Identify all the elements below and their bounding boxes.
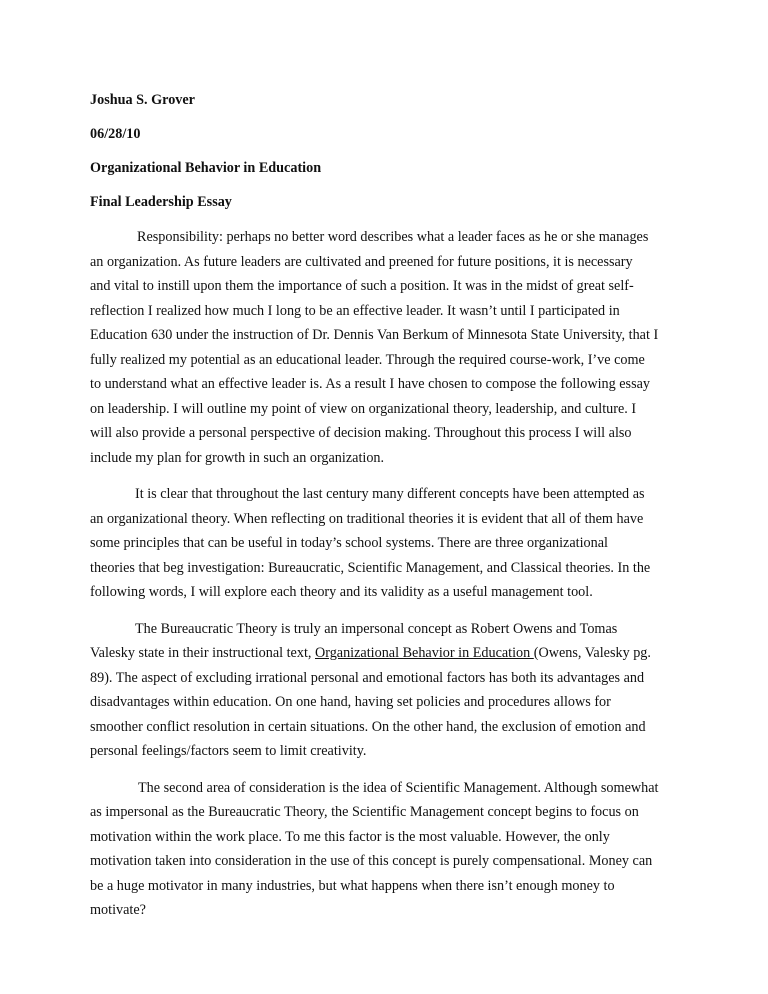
paragraph-line: on leadership. I will outline my point of view on organizational theory, leadership, and culture. I (90, 400, 637, 417)
paragraph-line: be a huge motivator in many industries, but what happens when there isn’t enough money to (90, 877, 615, 894)
paragraph-line: Responsibility: perhaps no better word describes what a leader faces as he or she manages (137, 229, 649, 245)
paragraph-line: personal feelings/factors seem to limit creativity. (90, 743, 367, 759)
paragraph-line: as impersonal as the Bureaucratic Theory, the Scientific Management concept begins to focus on (90, 804, 639, 820)
paragraph-line: include my plan for growth in such an organization. (90, 449, 385, 466)
paragraph-2 (90, 482, 690, 605)
paragraph-1 (90, 225, 690, 470)
paragraph-line: and vital to instill upon them the importance of such a position. It was in the midst of great self- (90, 278, 634, 294)
paragraph-line: The second area of consideration is the idea of Scientific Management. Although somewhat (138, 779, 659, 796)
paragraph-line: to understand what an effective leader is. As a result I have chosen to compose the following essay (90, 376, 650, 392)
assignment-title: Final Leadership Essay (90, 194, 232, 210)
paragraph-line: an organizational theory. When reflecting on traditional theories it is evident that all of them have (90, 510, 644, 527)
paragraph-line: an organization. As future leaders are cultivated and preened for future positions, it is necessary (90, 253, 633, 270)
document-date: 06/28/10 (90, 126, 141, 142)
paragraph-line: some principles that can be useful in today’s school systems. There are three organizational (90, 535, 608, 551)
paragraph-line: The Bureaucratic Theory is truly an impersonal concept as Robert Owens and Tomas (135, 620, 618, 637)
paragraph-line: will also provide a personal perspective of decision making. Throughout this process I will also (90, 425, 632, 441)
paragraph-line: motivate? (90, 902, 146, 918)
paragraph-line: disadvantages within education. On one hand, having set policies and procedures allows for (90, 694, 611, 710)
paragraph-line: Education 630 under the instruction of Dr. Dennis Van Berkum of Minnesota State University, that I (90, 327, 659, 343)
course-title: Organizational Behavior in Education (90, 160, 322, 176)
paragraph-line: following words, I will explore each theory and its validity as a useful management tool. (90, 584, 593, 600)
paragraph-line: smoother conflict resolution in certain situations. On the other hand, the exclusion of emotion and (90, 718, 646, 735)
paragraph-4 (90, 776, 690, 923)
paragraph-line: 89). The aspect of excluding irrational personal and emotional factors has both its advantages and (90, 669, 645, 686)
citation-lead-text: Valesky state in their instructional text, (90, 645, 315, 661)
essay-body (90, 89, 690, 935)
cited-book-title: Organizational Behavior in Education (314, 645, 534, 661)
paragraph-3 (90, 617, 690, 764)
paragraph-line: reflection I realized how much I long to be an effective leader. It wasn’t until I participated in (90, 302, 620, 319)
paragraph-line: It is clear that throughout the last century many different concepts have been attempted as (135, 486, 645, 502)
author-name: Joshua S. Grover (90, 92, 195, 108)
citation-reference: (Owens, Valesky pg. (533, 645, 651, 661)
paragraph-line: motivation within the work place. To me this factor is the most valuable. However, the only (90, 828, 610, 845)
paragraph-line: motivation taken into consideration in the use of this concept is purely compensational. Money can (90, 853, 653, 869)
paragraph-line: fully realized my potential as an educational leader. Through the required course-work, I’ve come (90, 351, 645, 368)
paragraph-line: theories that beg investigation: Bureaucratic, Scientific Management, and Classical theories. In the (90, 559, 651, 576)
paragraph-line-citation (90, 641, 690, 666)
